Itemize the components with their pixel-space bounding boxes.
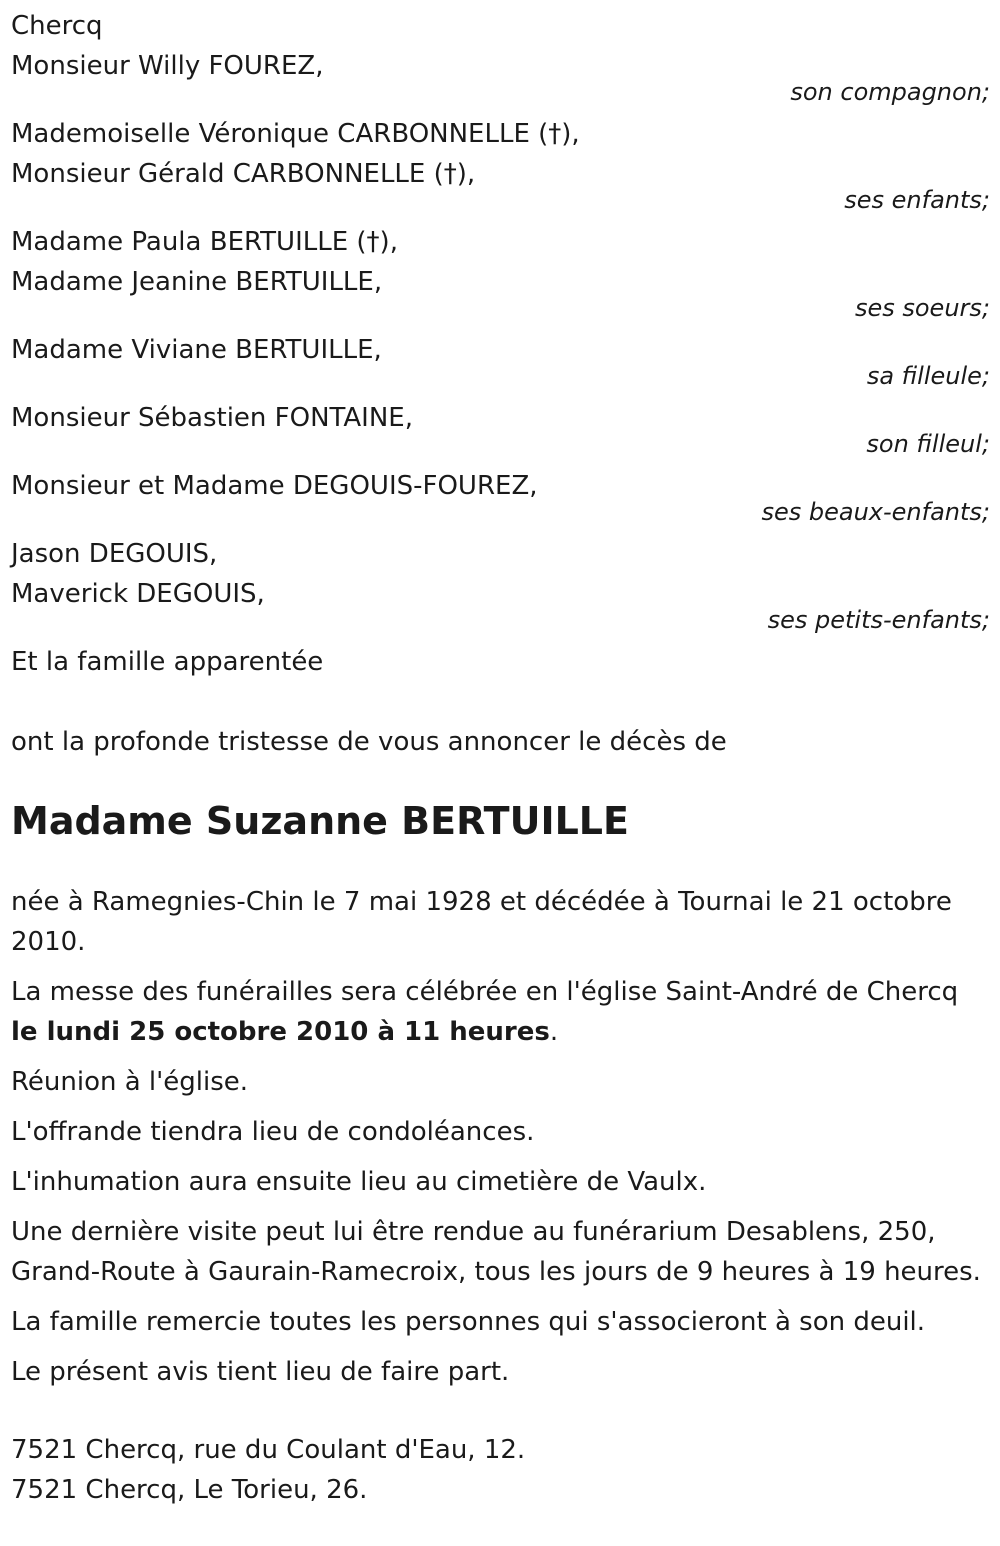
mass-end: . bbox=[549, 1017, 559, 1047]
family-role: ses enfants; bbox=[844, 186, 990, 214]
family-group-companion bbox=[11, 46, 990, 104]
family-group-grandchildren bbox=[11, 534, 990, 632]
mass-date: le lundi 25 octobre 2010 à 11 heures bbox=[11, 1017, 550, 1047]
family-list bbox=[11, 46, 990, 632]
address-line: 7521 Chercq, Le Torieu, 26. bbox=[11, 1475, 368, 1505]
family-name: Monsieur Willy FOUREZ, bbox=[11, 51, 324, 81]
announcement-line: ont la profonde tristesse de vous annoncer le décès de bbox=[11, 727, 727, 757]
notice-paragraph: Le présent avis tient lieu de faire part. bbox=[11, 1357, 510, 1387]
meeting-paragraph: Réunion à l'église. bbox=[11, 1067, 249, 1097]
mass-text: La messe des funérailles sera célébrée en l'église Saint-André de Chercq bbox=[11, 977, 959, 1007]
family-name: Monsieur Sébastien FONTAINE, bbox=[11, 403, 413, 433]
family-name: Madame Jeanine BERTUILLE, bbox=[11, 267, 383, 297]
family-role: son filleul; bbox=[866, 430, 990, 458]
family-group-children bbox=[11, 114, 990, 212]
family-name: Monsieur Gérald CARBONNELLE (†), bbox=[11, 159, 476, 189]
visit-paragraph: Une dernière visite peut lui être rendue au funérarium Desablens, 250, Grand-Route à Gaurain-Ramecroix, tous les jours de 9 heures à 19 heures. bbox=[11, 1217, 981, 1287]
family-group-goddaughter bbox=[11, 330, 990, 388]
relatives-line: Et la famille apparentée bbox=[11, 647, 324, 677]
village-name: Chercq bbox=[11, 11, 103, 41]
family-name: Jason DEGOUIS, bbox=[11, 539, 218, 569]
address-line: 7521 Chercq, rue du Coulant d'Eau, 12. bbox=[11, 1435, 526, 1465]
family-name: Maverick DEGOUIS, bbox=[11, 579, 265, 609]
burial-paragraph: L'inhumation aura ensuite lieu au cimetière de Vaulx. bbox=[11, 1167, 707, 1197]
family-role: ses beaux-enfants; bbox=[761, 498, 990, 526]
family-name: Madame Viviane BERTUILLE, bbox=[11, 335, 382, 365]
family-group-sisters bbox=[11, 222, 990, 320]
offering-paragraph: L'offrande tiendra lieu de condoléances. bbox=[11, 1117, 535, 1147]
family-name: Monsieur et Madame DEGOUIS-FOUREZ, bbox=[11, 471, 538, 501]
family-group-godson bbox=[11, 398, 990, 456]
family-role: ses petits-enfants; bbox=[767, 606, 990, 634]
deceased-name: Madame Suzanne BERTUILLE bbox=[11, 799, 629, 843]
family-role: ses soeurs; bbox=[854, 294, 990, 322]
family-role: son compagnon; bbox=[790, 78, 990, 106]
address-list bbox=[11, 1430, 990, 1510]
mass-paragraph bbox=[11, 972, 990, 1052]
family-name: Madame Paula BERTUILLE (†), bbox=[11, 227, 398, 257]
birth-death-paragraph: née à Ramegnies-Chin le 7 mai 1928 et décédée à Tournai le 21 octobre 2010. bbox=[11, 887, 952, 957]
thanks-paragraph: La famille remercie toutes les personnes qui s'associeront à son deuil. bbox=[11, 1307, 926, 1337]
family-group-in-laws bbox=[11, 466, 990, 524]
family-name: Mademoiselle Véronique CARBONNELLE (†), bbox=[11, 119, 580, 149]
family-role: sa filleule; bbox=[866, 362, 990, 390]
